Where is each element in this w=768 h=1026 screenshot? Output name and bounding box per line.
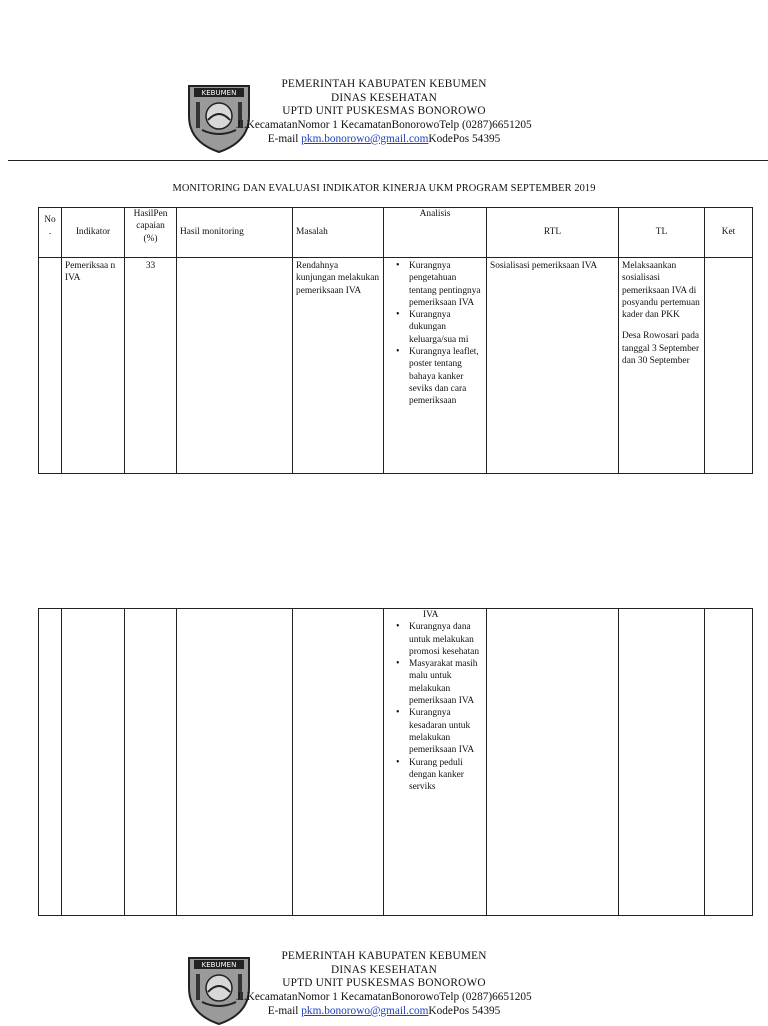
- gov-name: PEMERINTAH KABUPATEN KEBUMEN: [281, 950, 487, 962]
- cell-ket: [705, 258, 753, 474]
- header-ket: Ket: [705, 208, 753, 258]
- cell-hasil: [125, 609, 177, 916]
- header-no: No .: [39, 208, 62, 258]
- cell-tl: [619, 258, 705, 474]
- table-row: [39, 609, 753, 916]
- header-masalah: Masalah: [293, 208, 384, 258]
- cell-rtl: [487, 609, 619, 916]
- cell-no: [39, 609, 62, 916]
- cell-analisis: [384, 258, 487, 474]
- list-item: • Kurang peduli dengan kanker serviks: [409, 757, 483, 794]
- cell-indikator: Pemeriksaa n IVA: [62, 258, 125, 474]
- svg-text:KEBUMEN: KEBUMEN: [201, 961, 237, 969]
- list-item: • Kurangnya dana untuk melakukan promosi kesehatan: [409, 621, 483, 658]
- cell-masalah: Rendahnya kunjungan melakukan pemeriksaan IVA: [293, 258, 384, 474]
- monitoring-table: [38, 207, 753, 474]
- cell-analisis: [384, 609, 487, 916]
- cell-rtl: Sosialisasi pemeriksaan IVA: [487, 258, 619, 474]
- unit-name: UPTD UNIT PUSKESMAS BONOROWO: [282, 105, 486, 118]
- list-item: • Kurangnya leaflet, poster tentang bahaya kanker seviks dan cara pemeriksaan: [409, 346, 483, 407]
- tl-text-2: Desa Rowosari pada tanggal 3 September dan 30 September: [622, 331, 700, 367]
- email-link[interactable]: pkm.bonorowo@gmail.com: [301, 132, 429, 145]
- header-rtl: RTL: [487, 208, 619, 258]
- contact-line: E-mail pkm.bonorowo@gmail.comKodePos 54395: [267, 1004, 501, 1017]
- header-monitoring: Hasil monitoring: [177, 208, 293, 258]
- monitoring-table-continued: [38, 608, 753, 916]
- email-link[interactable]: pkm.bonorowo@gmail.com: [301, 1004, 429, 1017]
- address: Jl.KecamatanNomor 1 KecamatanBonorowoTelp (0287)6651205: [236, 991, 532, 1004]
- cell-tl: [619, 609, 705, 916]
- cell-masalah: [293, 609, 384, 916]
- dept-name: DINAS KESEHATAN: [331, 963, 437, 976]
- header-tl: TL: [619, 208, 705, 258]
- list-item: • Kurangnya dukungan keluarga/sua mi: [409, 309, 483, 346]
- table-header-row: [39, 208, 753, 258]
- cell-hasil: 33: [125, 258, 177, 474]
- tl-text-1: Melaksaankan sosialisasi pemeriksaan IVA di posyandu pertemuan kader dan PKK: [622, 261, 700, 321]
- cell-ket: [705, 609, 753, 916]
- table-row: [39, 258, 753, 474]
- list-item: • Masyarakat masih malu untuk melakukan pemeriksaan IVA: [409, 658, 483, 707]
- list-item: • Kurangnya kesadaran untuk melakukan pemeriksaan IVA: [409, 707, 483, 756]
- cell-monitoring: [177, 609, 293, 916]
- cell-monitoring: [177, 258, 293, 474]
- document-title: MONITORING DAN EVALUASI INDIKATOR KINERJA UKM PROGRAM SEPTEMBER 2019: [172, 183, 596, 194]
- list-item: • Kurangnya pengetahuan tentang pentingnya pemeriksaan IVA: [409, 260, 483, 309]
- cell-no: [39, 258, 62, 474]
- address: Jl.KecamatanNomor 1 KecamatanBonorowoTelp (0287)6651205: [236, 119, 532, 132]
- contact-line: E-mail pkm.bonorowo@gmail.comKodePos 54395: [267, 132, 501, 145]
- gov-name: PEMERINTAH KABUPATEN KEBUMEN: [281, 78, 487, 90]
- svg-text:KEBUMEN: KEBUMEN: [201, 89, 237, 97]
- cell-indikator: [62, 609, 125, 916]
- dept-name: DINAS KESEHATAN: [331, 91, 437, 104]
- header-analisis: Analisis: [384, 208, 487, 258]
- header-divider: [8, 160, 768, 161]
- analisis-continued: IVA: [423, 610, 439, 620]
- unit-name: UPTD UNIT PUSKESMAS BONOROWO: [282, 977, 486, 990]
- header-hasil: HasilPen capaian (%): [125, 208, 177, 258]
- header-indikator: Indikator: [62, 208, 125, 258]
